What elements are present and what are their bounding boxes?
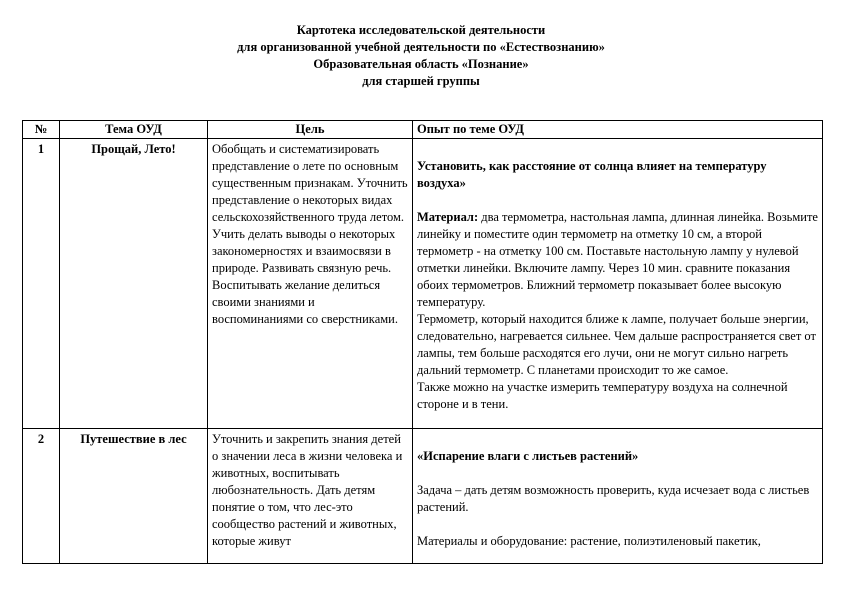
materials-label: Материал:	[417, 210, 479, 224]
title-line-2: для организованной учебной деятельности по «Естествознанию»	[237, 40, 605, 54]
experiment-explanation: Термометр, который находится ближе к лампе, получает больше энергии, следовательно, нагревается сильнее. Чем дальше распространяется свет от лампы, тем больше расходятся его лучи, они не могут сильно нагреть дальний термометр. С планетами происходит то же самое.	[417, 312, 816, 377]
row-number: 1	[23, 139, 60, 429]
column-header-topic: Тема ОУД	[60, 121, 208, 139]
column-header-goal: Цель	[208, 121, 413, 139]
experiment-materials: Материалы и оборудование: растение, полиэтиленовый пакетик,	[417, 534, 761, 548]
table-header-row	[23, 121, 823, 139]
row-goal: Уточнить и закрепить знания детей о значении леса в жизни человека и животных, воспитывать любознательность. Дать детям понятие о том, что лес-это сообщество растений и животных, которые живут	[208, 429, 413, 564]
title-line-4: для старшей группы	[362, 74, 480, 88]
experiment-title: Установить, как расстояние от солнца влияет на температуру воздуха»	[417, 159, 767, 190]
experiment-title: «Испарение влаги с листьев растений»	[417, 449, 639, 463]
table-row	[23, 139, 823, 429]
table-row	[23, 429, 823, 564]
document-title	[0, 22, 842, 90]
activities-table	[22, 120, 823, 564]
experiment-materials	[417, 209, 818, 311]
row-topic: Прощай, Лето!	[60, 139, 208, 429]
title-line-3: Образовательная область «Познание»	[313, 57, 529, 71]
row-experiment	[413, 429, 823, 564]
row-topic: Путешествие в лес	[60, 429, 208, 564]
title-line-1: Картотека исследовательской деятельности	[296, 23, 546, 37]
row-number: 2	[23, 429, 60, 564]
experiment-task: Задача – дать детям возможность проверить, куда исчезает вода с листьев растений.	[417, 483, 810, 514]
column-header-experiment: Опыт по теме ОУД	[413, 121, 823, 139]
row-goal: Обобщать и систематизировать представление о лете по основным существенным признакам. Уточнить представление о некоторых видах сельскохозяйственного труда летом. Учить делать выводы о некоторых закономерностях и взаимосвязи в природе. Развивать связную речь. Воспитывать желание делиться своими знаниями и воспоминаниями со сверстниками.	[208, 139, 413, 429]
row-experiment	[413, 139, 823, 429]
materials-text: два термометра, настольная лампа, длинная линейка. Возьмите линейку и поместите один термометр на отметку 10 см, а второй термометр - на отметку 100 см. Поставьте настольную лампу у нулевой отметки линейки. Включите лампу. Через 10 мин. сравните показания обоих термометров. Ближний термометр показывает более высокую температуру.	[417, 210, 818, 309]
column-header-number: №	[23, 121, 60, 139]
experiment-note: Также можно на участке измерить температуру воздуха на солнечной стороне и в тени.	[417, 380, 788, 411]
